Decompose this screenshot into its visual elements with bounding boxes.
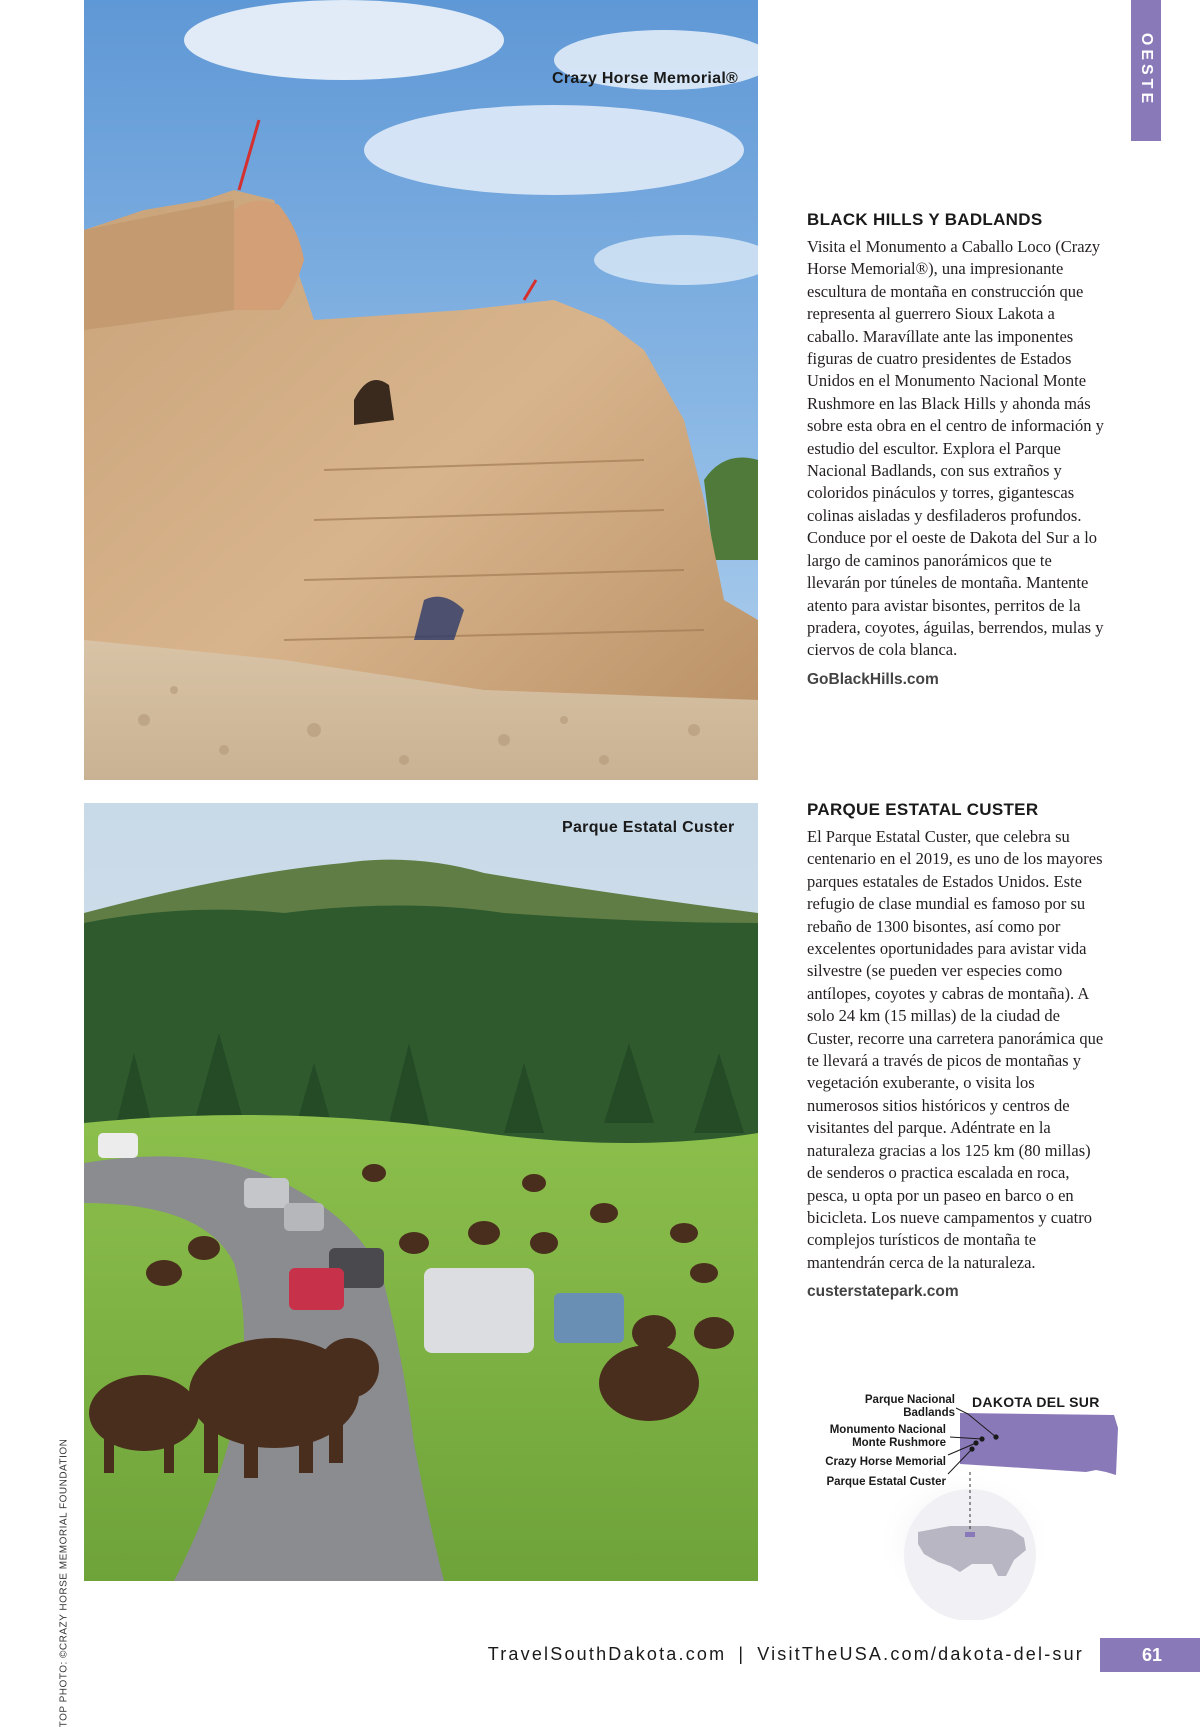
section-title: PARQUE ESTATAL CUSTER	[807, 800, 1039, 819]
map-label-crazy-horse: Crazy Horse Memorial	[825, 1456, 946, 1468]
goblackhills-link[interactable]: GoBlackHills.com	[807, 670, 939, 688]
crazy-horse-caption: Crazy Horse Memorial®	[552, 70, 739, 87]
section-body: El Parque Estatal Custer, que celebra su centenario en el 2019, es uno de los mayores parques estatales de Estados Unidos. Este refugio de clase mundial es famoso por su rebaño de 1300 bisontes, así como por excelentes oportunidades para avistar vida silvestre (se pueden ver especies como antílopes, coyotes y cabras de montaña). A solo 24 km (15 millas) de la ciudad de Custer, recorre una carretera panorámica que te llevará a través de picos de montañas y vegetación exuberante, o visita los numerosos sitios históricos y centros de visitantes del parque. Adéntrate en la naturaleza gracias a los 125 km (80 millas) de senderos o practica escalada en roca, pesca, u opta por un paseo en barco o en bicicleta. Los nueve campamentos y cuatro complejos turísticos de montaña te mantendrán cerca de la naturaleza.	[807, 827, 1104, 1272]
section-body: Visita el Monumento a Caballo Loco (Crazy Horse Memorial®), una impresionante escultura de montaña en construcción que representa al guerrero Sioux Lakota a caballo. Maravíllate ante las imponentes figuras de cuatro presidentes de Estados Unidos en el Monumento Nacional Monte Rushmore en las Black Hills y ahonda más sobre esta obra en el centro de información y estudio del escultor. Explora el Parque Nacional Badlands, con sus extraños y coloridos pináculos y torres, gigantescas colinas aisladas y desfiladeros profundos. Conduce por el oeste de Dakota del Sur a lo largo de caminos panorámicos que te llevarán por túneles de montaña. Mantente atento para avistar bisontes, perritos de la pradera, coyotes, águilas, berrendos, mulas y ciervos de cola blanca.	[807, 237, 1104, 660]
travelsouthdakota-link[interactable]: TravelSouthDakota.com	[487, 1644, 727, 1664]
page-number: 61	[1100, 1638, 1200, 1672]
map-label-badlands: Parque Nacional Badlands	[864, 1394, 955, 1419]
custer-park-photo	[84, 803, 758, 1581]
footer-urls	[488, 1644, 1084, 1665]
map-label-rushmore: Monumento Nacional Monte Rushmore	[829, 1424, 946, 1449]
section-tab	[1131, 0, 1161, 141]
footer-separator: |	[738, 1644, 746, 1664]
custerstatepark-link[interactable]: custerstatepark.com	[807, 1283, 959, 1301]
custer-park-caption: Parque Estatal Custer	[562, 819, 735, 836]
section-title: BLACK HILLS Y BADLANDS	[807, 210, 1043, 229]
section-black-hills	[807, 210, 1107, 689]
map-label-custer: Parque Estatal Custer	[826, 1476, 946, 1488]
map-state-name: DAKOTA DEL SUR	[972, 1394, 1100, 1410]
south-dakota-shape	[960, 1413, 1118, 1475]
section-custer-park	[807, 800, 1107, 1301]
page-footer	[0, 1638, 1200, 1674]
section-tab-label: OESTE	[1138, 32, 1155, 108]
visittheusa-link[interactable]: VisitTheUSA.com/dakota-del-sur	[757, 1644, 1084, 1664]
photo-credit: TOP PHOTO: ©CRAZY HORSE MEMORIAL FOUNDATION	[58, 1438, 70, 1727]
crazy-horse-photo	[84, 0, 758, 780]
locator-map	[800, 1380, 1130, 1620]
